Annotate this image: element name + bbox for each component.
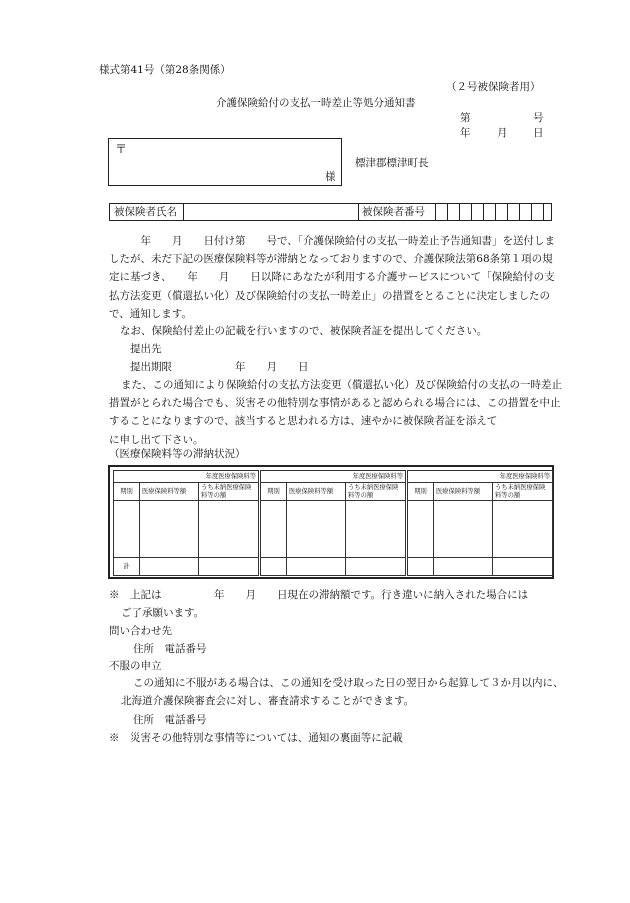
insured-row bbox=[109, 203, 552, 221]
address-box bbox=[108, 138, 342, 186]
table-cell bbox=[287, 501, 346, 558]
inquiry-address-phone: 住所 電話番号 bbox=[133, 643, 207, 655]
date-year: 年 bbox=[460, 127, 471, 139]
table-cell bbox=[346, 558, 406, 576]
note-disaster: ※ 災害その他特別な事情等については、通知の裏面等に記載 bbox=[109, 732, 403, 744]
table-cell bbox=[408, 501, 434, 558]
col-amount: 医療保険料等額 bbox=[140, 483, 199, 501]
doc-number-dai: 第 bbox=[460, 112, 471, 124]
doc-number-go: 号 bbox=[533, 112, 544, 124]
col-unpaid: うち未納医療保険料等の額 bbox=[346, 483, 406, 501]
table-cell bbox=[408, 558, 434, 576]
total-label: 計 bbox=[114, 558, 140, 576]
col-period: 期別 bbox=[408, 483, 434, 501]
date-month: 月 bbox=[497, 127, 508, 139]
digit-cell-divider bbox=[459, 204, 460, 220]
table-cell bbox=[434, 501, 493, 558]
table-cell bbox=[493, 501, 553, 558]
submit-to-label: 提出先 bbox=[130, 343, 162, 355]
table-cell bbox=[140, 558, 199, 576]
col-period: 期別 bbox=[261, 483, 287, 501]
objection-address-phone: 住所 電話番号 bbox=[133, 714, 207, 726]
note-arrears-date: ※ 上記は 年 月 日現在の滞納額です。行き違いに納入された場合には bbox=[109, 589, 529, 601]
arrears-subtable bbox=[113, 470, 259, 576]
col-amount: 医療保険料等額 bbox=[434, 483, 493, 501]
deadline-label: 提出期限 年 月 日 bbox=[130, 361, 309, 373]
table-cell bbox=[261, 558, 287, 576]
date-day: 日 bbox=[533, 127, 544, 139]
form-number: 様式第41号（第28条関係） bbox=[99, 64, 231, 76]
arrears-subtable bbox=[260, 470, 406, 576]
insured-number-label: 被保険者番号 bbox=[362, 206, 425, 218]
divider bbox=[183, 204, 184, 220]
objection-text: この通知に不服がある場合は、この通知を受け取った日の翌日から起算して３か月以内に、北海道介護保険審査会に対し、審査請求することができます。 bbox=[121, 677, 564, 708]
status-heading: （医療保険料等の滞納状況） bbox=[109, 448, 246, 460]
arrears-subtable bbox=[407, 470, 553, 576]
col-amount: 医療保険料等額 bbox=[287, 483, 346, 501]
table-cell bbox=[199, 501, 259, 558]
digit-cell-divider bbox=[543, 204, 544, 220]
table-cell bbox=[114, 501, 140, 558]
table-cell bbox=[199, 558, 259, 576]
body-paragraph-1: 年 月 日付け第 号で、「介護保険給付の支払一時差止予告通知書」を送付しましたが、未だ下記の医療保険料等が滞納となっておりますので、介護保険法第68条第１項の規定に基づき、 年 月 日以降にあなたが利用する介護サービスについて「保険給付の支払方法変更（償還払い化）及び保険給付の支払一時差止」の措置をとることに決定しましたので、通知します。 bbox=[109, 235, 556, 320]
digit-cell-divider bbox=[447, 204, 448, 220]
year-header: 年度医療保険料等 bbox=[261, 471, 406, 483]
body-paragraph-3: また、この通知により保険給付の支払方法変更（償還払い化）及び保険給付の支払の一時差止措置がとられた場合でも、災害その他特別な事情があると認められる場合には、この措置を中止することになりますので、該当すると思われる方は、速やかに被保険者証を添えて に申し出て下さい。 bbox=[109, 379, 582, 446]
year-header: 年度医療保険料等 bbox=[408, 471, 553, 483]
digit-cell-divider bbox=[507, 204, 508, 220]
digit-cell-divider bbox=[495, 204, 496, 220]
insured-name-label: 被保険者氏名 bbox=[114, 206, 177, 218]
digit-cell-divider bbox=[471, 204, 472, 220]
divider bbox=[435, 204, 436, 220]
table-cell bbox=[287, 558, 346, 576]
table-cell bbox=[493, 558, 553, 576]
table-cell bbox=[261, 501, 287, 558]
digit-cell-divider bbox=[531, 204, 532, 220]
objection-label: 不服の申立 bbox=[109, 660, 162, 672]
table-cell bbox=[434, 558, 493, 576]
col-unpaid: うち未納医療保険料等の額 bbox=[199, 483, 259, 501]
digit-cell-divider bbox=[483, 204, 484, 220]
table-cell bbox=[346, 501, 406, 558]
issuer: 標津郡標津町長 bbox=[355, 157, 429, 169]
body-paragraph-2: なお、保険給付差止の記載を行いますので、被保険者証を提出してください。 bbox=[120, 325, 488, 337]
insured-type: （２号被保険者用） bbox=[446, 81, 541, 93]
note-arrears-date-cont: ご了承願います。 bbox=[121, 607, 205, 619]
col-unpaid: うち未納医療保険料等の額 bbox=[493, 483, 553, 501]
inquiry-label: 問い合わせ先 bbox=[109, 625, 172, 637]
col-period: 期別 bbox=[114, 483, 140, 501]
divider bbox=[358, 204, 359, 220]
document-title: 介護保険給付の支払一時差止等処分通知書 bbox=[216, 97, 416, 109]
arrears-table bbox=[108, 465, 554, 579]
table-cell bbox=[140, 501, 199, 558]
digit-cell-divider bbox=[519, 204, 520, 220]
sama-label: 様 bbox=[325, 171, 336, 183]
postal-mark: 〒 bbox=[115, 142, 128, 156]
year-header: 年度医療保険料等 bbox=[114, 471, 259, 483]
